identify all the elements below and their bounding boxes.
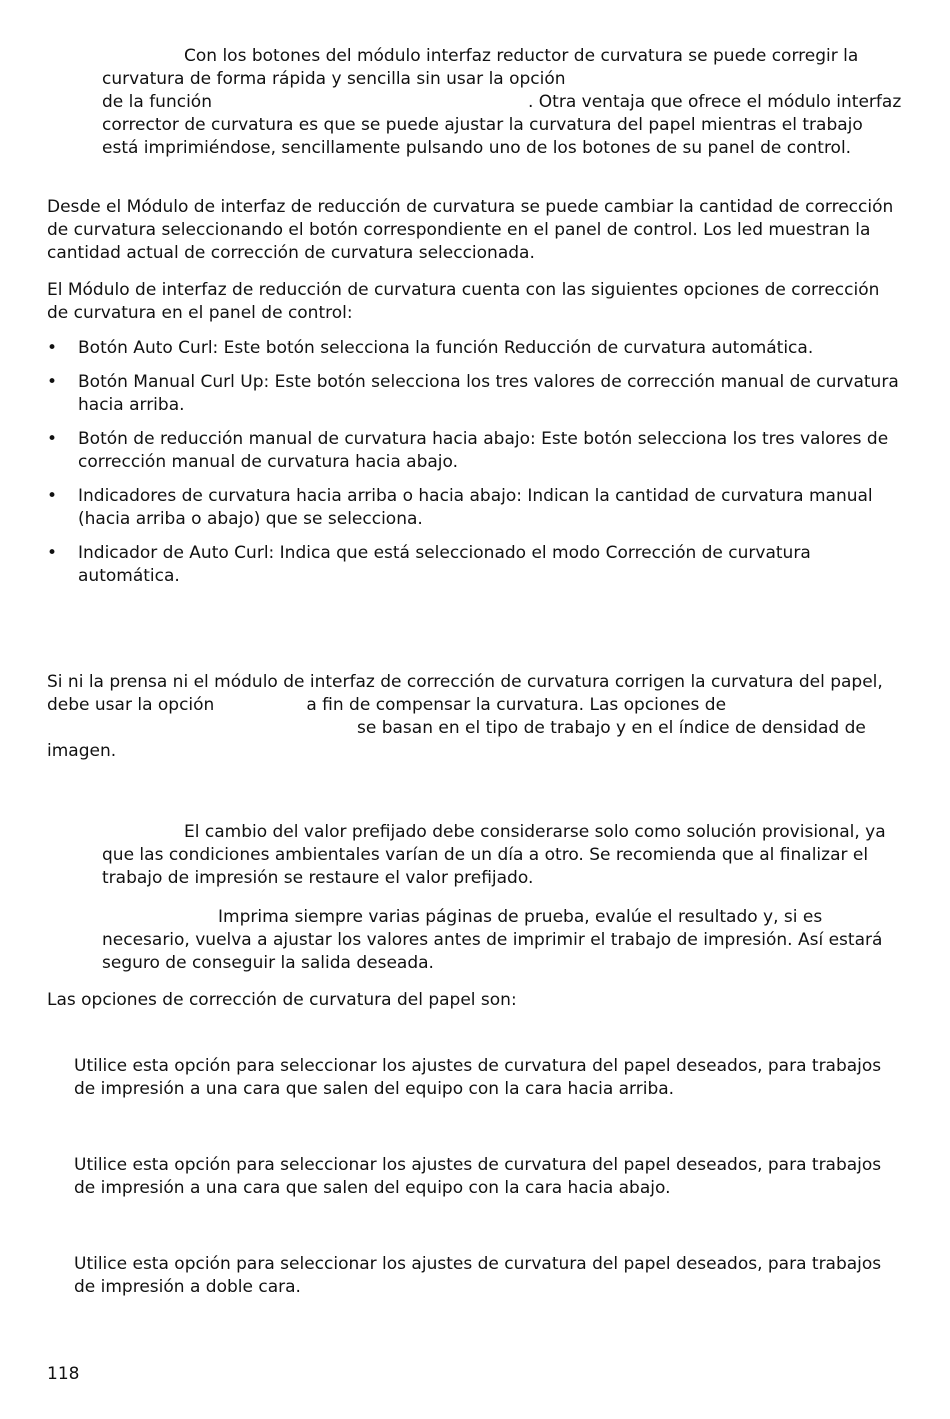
note-curl-module-tip [102, 45, 902, 160]
paragraph-fallback-part2: a fin de compensar la curvatura. Las opciones de [306, 695, 727, 715]
note-test-pages-text: Imprima siempre varias páginas de prueba, evalúe el resultado y, si es necesario, vuelva a ajustar los valores antes de imprimir el trabajo de impresión. Así estará seguro de conseguir la salida deseada. [102, 907, 883, 973]
note-curl-module-tip-part2: de la función [102, 92, 212, 112]
paragraph-options-intro: El Módulo de interfaz de reducción de curvatura cuenta con las siguientes opciones de corrección de curvatura en el panel de control: [47, 280, 880, 323]
list-item-curl-indicators: • Indicadores de curvatura hacia arriba o hacia abajo: Indican la cantidad de curvatura manual (hacia arriba o abajo) que se selecciona. [47, 485, 905, 531]
paragraph-change-amount: Desde el Módulo de interfaz de reducción de curvatura se puede cambiar la cantidad de corrección de curvatura seleccionando el botón correspondiente en el panel de control. Los led muestran la cantidad actual de corrección de curvatura seleccionada. [47, 197, 894, 263]
option-description-face-down: Utilice esta opción para seleccionar los ajustes de curvatura del papel deseados, para trabajos de impresión a una cara que salen del equipo con la cara hacia abajo. [74, 1155, 882, 1198]
list-item-manual-curl-down-button: • Botón de reducción manual de curvatura hacia abajo: Este botón selecciona los tres valores de corrección manual de curvatura hacia abajo. [47, 428, 905, 474]
control-panel-options-list [47, 337, 905, 599]
paragraph-fallback-part1: Si ni la prensa ni el módulo de interfaz de corrección de curvatura corrigen la curvatura del papel, debe usar la opción [47, 672, 883, 715]
note-test-pages [102, 906, 902, 975]
list-item-auto-curl-button: • Botón Auto Curl: Este botón selecciona la función Reducción de curvatura automática. [47, 337, 905, 360]
option-description-duplex: Utilice esta opción para seleccionar los ajustes de curvatura del papel deseados, para trabajos de impresión a doble cara. [74, 1254, 882, 1297]
paragraph-fallback [47, 671, 902, 763]
list-item-auto-curl-indicator: • Indicador de Auto Curl: Indica que está seleccionado el modo Corrección de curvatura automática. [47, 542, 905, 588]
note-curl-module-tip-part1: Con los botones del módulo interfaz reductor de curvatura se puede corregir la curvatura de forma rápida y sencilla sin usar la opción [102, 46, 859, 89]
list-item-manual-curl-up-button: • Botón Manual Curl Up: Este botón selecciona los tres valores de corrección manual de curvatura hacia arriba. [47, 371, 905, 417]
page-number: 118 [47, 1364, 80, 1384]
option-description-face-up: Utilice esta opción para seleccionar los ajustes de curvatura del papel deseados, para trabajos de impresión a una cara que salen del equipo con la cara hacia arriba. [74, 1056, 882, 1099]
note-default-value-text: El cambio del valor prefijado debe considerarse solo como solución provisional, ya que las condiciones ambientales varían de un día a otro. Se recomienda que al finalizar el trabajo de impresión se restaure el valor prefijado. [102, 822, 886, 888]
note-curl-module-tip-part3: . Otra ventaja que ofrece el módulo interfaz corrector de curvatura es que se puede ajustar la curvatura del papel mientras el trabajo está imprimiéndose, sencillamente pulsando uno de los botones de su panel de control. [102, 92, 902, 158]
note-default-value [102, 821, 902, 890]
paragraph-options-list-intro: Las opciones de corrección de curvatura del papel son: [47, 990, 517, 1010]
paragraph-fallback-part3: se basan en el tipo de trabajo y en el índice de densidad de imagen. [47, 718, 866, 761]
